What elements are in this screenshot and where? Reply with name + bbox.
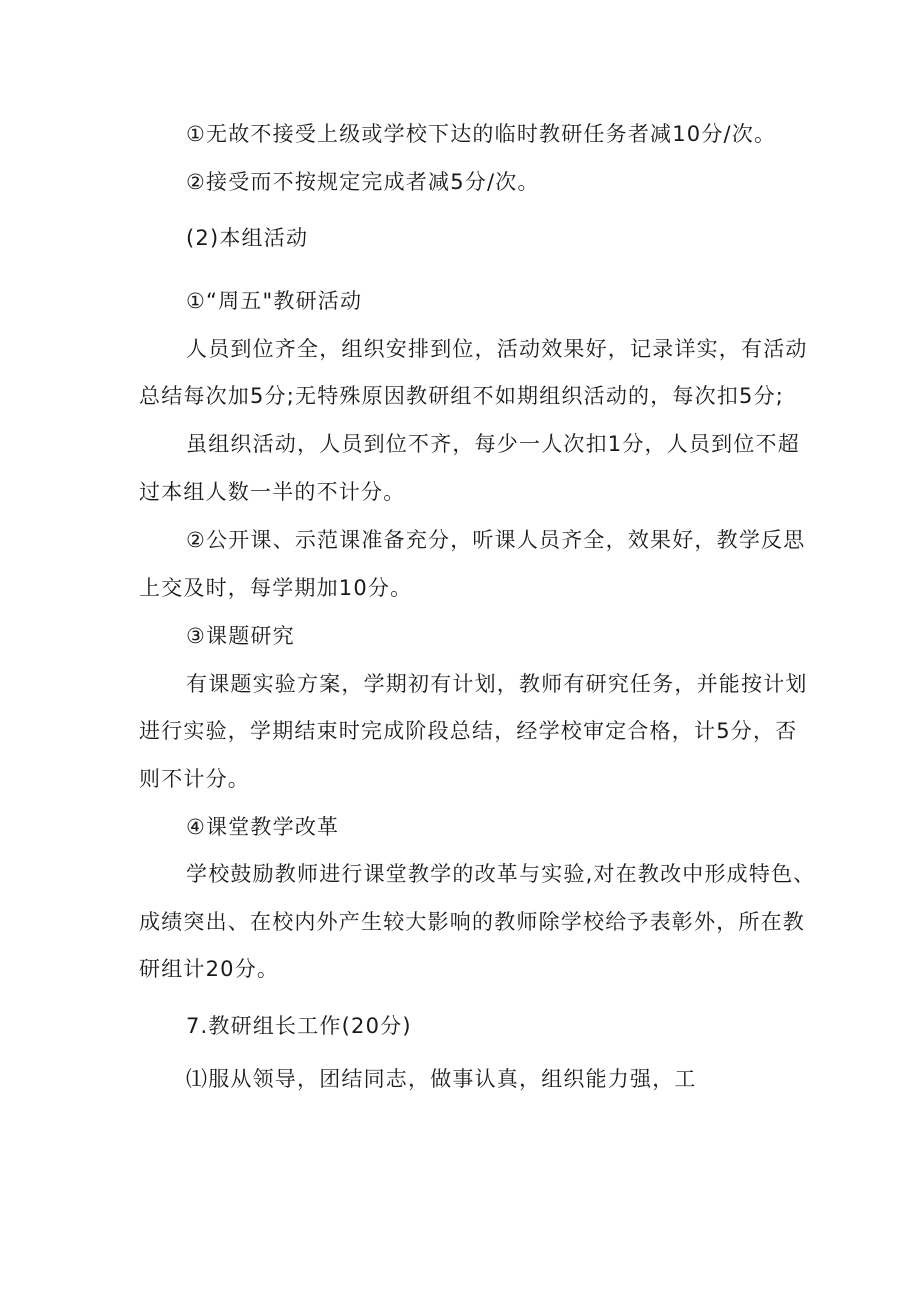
paragraph-line: 人员到位齐全，组织安排到位，活动效果好，记录详实，有活动	[186, 337, 808, 361]
subsection-heading: ④课堂教学改革	[186, 815, 340, 839]
paragraph-line: 进行实验，学期结束时完成阶段总结，经学校审定合格，计5分，否	[139, 719, 798, 743]
paragraph-line: 成绩突出、在校内外产生较大影响的教师除学校给予表彰外，所在教	[139, 910, 805, 934]
subsection-heading: ③课题研究	[186, 624, 295, 648]
paragraph-line: ⑴服从领导，团结同志，做事认真，组织能力强，工	[186, 1067, 697, 1091]
paragraph-line: 过本组人数一半的不计分。	[139, 480, 406, 504]
paragraph-line: 研组计20分。	[139, 957, 280, 981]
paragraph-line: 则不计分。	[139, 767, 250, 791]
paragraph-line: 有课题实验方案，学期初有计划，教师有研究任务，并能按计划	[186, 672, 808, 696]
paragraph-line: 总结每次加5分;无特殊原因教研组不如期组织活动的，每次扣5分;	[139, 384, 785, 408]
paragraph-line: ②接受而不按规定完成者减5分/次。	[186, 170, 540, 194]
paragraph-line: 上交及时，每学期加10分。	[139, 576, 413, 600]
paragraph-line: ②公开课、示范课准备充分，听课人员齐全，效果好，教学反思	[186, 528, 806, 552]
paragraph-line: 虽组织活动，人员到位不齐，每少一人次扣1分，人员到位不超	[186, 432, 800, 456]
section-heading: 7.教研组长工作(20分)	[186, 1014, 412, 1038]
subsection-heading: ①“周五"教研活动	[186, 289, 363, 313]
paragraph-line: 学校鼓励教师进行课堂教学的改革与实验,对在教改中形成特色、	[186, 862, 816, 886]
section-heading: (2)本组活动	[186, 226, 309, 250]
paragraph-line: ①无故不接受上级或学校下达的临时教研任务者减10分/次。	[186, 122, 777, 146]
